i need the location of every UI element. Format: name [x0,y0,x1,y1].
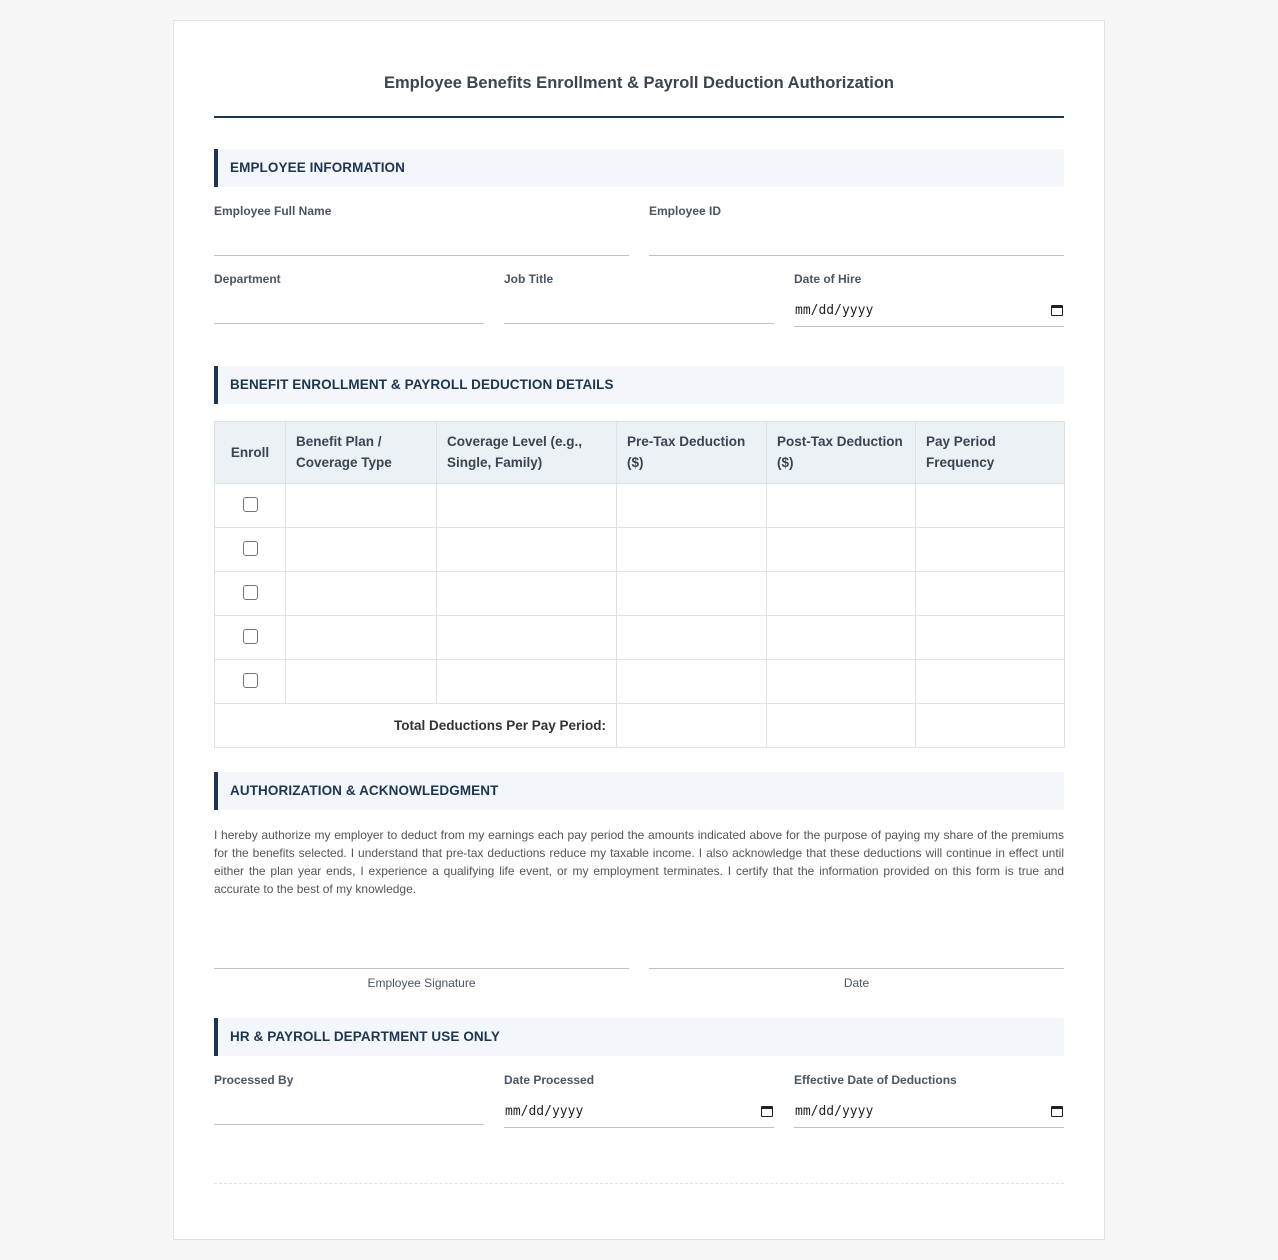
enroll-checkbox[interactable] [243,673,258,688]
table-header-row [215,422,1065,484]
signature-date-line[interactable] [649,968,1064,990]
section-header-authorization: AUTHORIZATION & ACKNOWLEDGMENT [214,772,1064,810]
full-name-input[interactable] [214,218,629,256]
total-row [215,704,1065,748]
benefit-plan-cell[interactable] [286,572,437,616]
department-input[interactable] [214,286,484,324]
column-header-pay-frequency: Pay Period Frequency [916,422,1065,484]
pay-frequency-cell[interactable] [916,572,1065,616]
enroll-cell [215,528,286,572]
pre-tax-cell[interactable] [617,484,767,528]
date-placeholder: mm/dd/yyyy [505,1104,584,1119]
job-title-field [504,272,774,324]
date-placeholder: mm/dd/yyyy [795,303,874,318]
footer-divider [214,1183,1064,1184]
total-pre-tax-cell[interactable] [617,704,767,748]
benefit-plan-cell[interactable] [286,528,437,572]
table-row [215,572,1065,616]
effective-date-label: Effective Date of Deductions [794,1073,957,1087]
column-header-post-tax: Post-Tax Deduction ($) [767,422,916,484]
enroll-checkbox[interactable] [243,629,258,644]
enroll-checkbox[interactable] [243,585,258,600]
date-processed-field [504,1073,774,1128]
column-header-pre-tax: Pre-Tax Deduction ($) [617,422,767,484]
enroll-cell [215,572,286,616]
column-header-benefit-plan: Benefit Plan / Coverage Type [286,422,437,484]
job-title-label: Job Title [504,272,554,286]
enroll-cell [215,616,286,660]
authorization-text: I hereby authorize my employer to deduct from my earnings each pay period the amounts indicated above for the purpose of paying my share of the premiums for the benefits selected. I understand that pre-tax deductions reduce my taxable income. I also acknowledge that these deductions will continue in effect until either the plan year ends, I experience a qualifying life event, or my employment terminates. I certify that the information provided on this form is true and accurate to the best of my knowledge. [214,828,1064,896]
effective-date-input[interactable] [794,1096,1064,1128]
benefit-plan-cell[interactable] [286,616,437,660]
table-row [215,616,1065,660]
post-tax-cell[interactable] [767,528,916,572]
benefits-table [214,421,1065,748]
employee-id-label: Employee ID [649,204,722,218]
total-pay-frequency-cell[interactable] [916,704,1065,748]
post-tax-cell[interactable] [767,572,916,616]
coverage-level-cell[interactable] [437,528,617,572]
department-label: Department [214,272,281,286]
department-field [214,272,484,324]
section-header-employee-info: EMPLOYEE INFORMATION [214,149,1064,187]
total-deductions-label: Total Deductions Per Pay Period: [215,704,617,748]
column-header-coverage-level: Coverage Level (e.g., Single, Family) [437,422,617,484]
processed-by-field [214,1073,484,1125]
pay-frequency-cell[interactable] [916,616,1065,660]
coverage-level-cell[interactable] [437,616,617,660]
pre-tax-cell[interactable] [617,660,767,704]
employee-signature-line[interactable] [214,968,629,990]
date-placeholder: mm/dd/yyyy [795,1104,874,1119]
pay-frequency-cell[interactable] [916,660,1065,704]
date-of-hire-input[interactable] [794,295,1064,327]
form-page [173,20,1105,1240]
employee-id-input[interactable] [649,218,1064,256]
calendar-icon[interactable] [1051,305,1063,316]
coverage-level-cell[interactable] [437,660,617,704]
section-header-hr-use: HR & PAYROLL DEPARTMENT USE ONLY [214,1018,1064,1056]
enroll-cell [215,660,286,704]
effective-date-field [794,1073,1064,1128]
pay-frequency-cell[interactable] [916,484,1065,528]
post-tax-cell[interactable] [767,616,916,660]
post-tax-cell[interactable] [767,660,916,704]
pre-tax-cell[interactable] [617,528,767,572]
document-title: Employee Benefits Enrollment & Payroll Deduction Authorization [214,21,1064,118]
total-post-tax-cell[interactable] [767,704,916,748]
section-header-benefits: BENEFIT ENROLLMENT & PAYROLL DEDUCTION DETAILS [214,366,1064,404]
processed-by-label: Processed By [214,1073,294,1087]
employee-id-field [649,204,1064,256]
table-row [215,660,1065,704]
table-row [215,528,1065,572]
table-row [215,484,1065,528]
date-processed-input[interactable] [504,1096,774,1128]
benefits-table-wrapper [214,421,1065,748]
enroll-checkbox[interactable] [243,497,258,512]
signature-date-label: Date [843,976,870,990]
job-title-input[interactable] [504,286,774,324]
pre-tax-cell[interactable] [617,616,767,660]
column-header-enroll: Enroll [215,422,286,484]
calendar-icon[interactable] [1051,1106,1063,1117]
full-name-field [214,204,629,256]
enroll-checkbox[interactable] [243,541,258,556]
date-processed-label: Date Processed [504,1073,595,1087]
benefit-plan-cell[interactable] [286,484,437,528]
full-name-label: Employee Full Name [214,204,332,218]
coverage-level-cell[interactable] [437,572,617,616]
post-tax-cell[interactable] [767,484,916,528]
pay-frequency-cell[interactable] [916,528,1065,572]
enroll-cell [215,484,286,528]
coverage-level-cell[interactable] [437,484,617,528]
employee-signature-label: Employee Signature [367,976,476,990]
pre-tax-cell[interactable] [617,572,767,616]
date-of-hire-label: Date of Hire [794,272,862,286]
processed-by-input[interactable] [214,1087,484,1125]
benefit-plan-cell[interactable] [286,660,437,704]
date-of-hire-field [794,272,1064,327]
calendar-icon[interactable] [761,1106,773,1117]
